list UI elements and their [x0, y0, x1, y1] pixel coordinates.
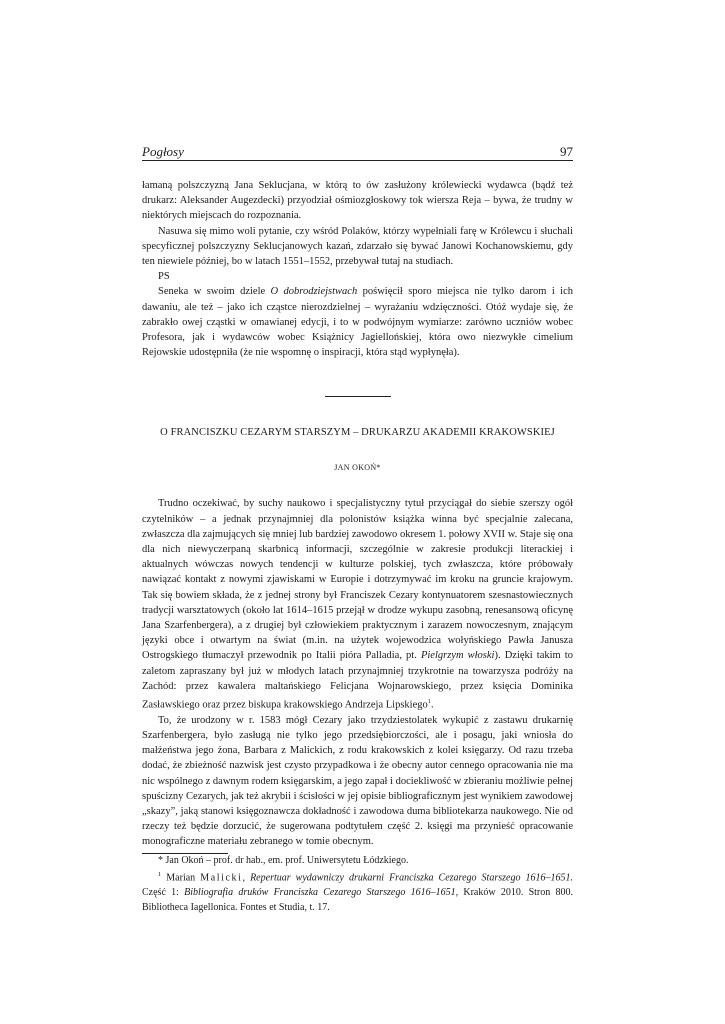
text-run: , [242, 872, 251, 884]
footnote-1 [142, 868, 573, 915]
paragraph: To, że urodzony w r. 1583 mógł Cezary jako trzydziestolatek wykupić z zastawu drukarnię Szarfenbergera, było zasługą nie tylko jego przedsiębiorczości, ale i posagu, jaki wniosła do małżeństwa jego żona, Barbara z Malickich, z rodu krakowskich z kolei księgarzy. Od razu trzeba dodać, że zbieżność nazwisk jest czysto przypadkowa i że obecny autor cennego opracowania nie ma nic wspólnego z dawnym rodem księgarskim, a jego zapał i dociekliwość w zbieraniu możliwie pełnej spuścizny Cezarych, jak też akrybii i ścisłości w jej opisie bibliograficznym jest wynikiem zawodowej „skazy”, jaką stanowi księgoznawcza dokładność i zawodowa duma bibliotekarza naukowego. Nie od rzeczy też będzie dorzucić, że sugerowana podtytułem część 2. księgi ma przynieść opracowanie monograficzne materiału zebranego w tomie obecnym. [142, 714, 573, 848]
footnote-author: * Jan Okoń – prof. dr hab., em. prof. Uniwersytetu Łódzkiego. [158, 854, 409, 866]
section-divider [325, 396, 391, 397]
article-title: O FRANCISZKU CEZARYM STARSZYM – DRUKARZU AKADEMII KRAKOWSKIEJ [160, 427, 555, 439]
book-title: Bibliografia druków Franciszka Cezarego Starszego 1616–1651, [184, 887, 459, 899]
footnote-ref[interactable]: 1 [427, 698, 431, 706]
text-run: Część 1: [142, 887, 185, 899]
footnotes [142, 854, 573, 916]
text-run: ). Dzięki takim to zaletom zapraszany był już w młodych latach przynajmniej trzykrotnie na towarzysza podróży na Zachód: przez kawalera maltańskiego Felicjana Wojnarowskiego, przez księcia Dominika Zasławskiego oraz przez biskupa krakowskiego Andrzeja Lipskiego [142, 650, 573, 711]
author-name: Malicki [200, 872, 243, 884]
text-run: Kraków 2010. Stron 800. Bibliotheca Iagellonica. Fontes et Studia, t. 17. [142, 887, 574, 913]
book-title: O dobrodziejstwach [270, 286, 358, 298]
page [142, 140, 573, 915]
article-body [142, 496, 573, 849]
text-run: Seneka w swoim dziele [158, 286, 271, 298]
section-title: Pogłosy [142, 144, 184, 159]
text-run: . [431, 699, 434, 711]
page-number: 97 [560, 144, 573, 159]
text-run: poświęcił sporo miejsca nie tylko darom i ich dawaniu, ale też – jako ich cząstce nierozdzielnej – wyrażaniu wdzięczności. Otóż wydaje się, że zabrakło owej cząstki w omawianej edycji, i to w podwójnym wymiarze: zarówno uczniów wobec Profesora, jak i wydawców wobec Książnicy Jagiellońskiej, która owo niezwykłe cimelium Rejowskie udostępniła (że nie wspomnę o inspiracji, która stąd wypłynęła). [142, 286, 573, 359]
paragraph: łamaną polszczyzną Jana Seklucjana, w którą to ów zasłużony królewiecki wydawca (bądź też drukarz: Aleksander Augezdecki) przyodział ośmiozgłoskowy tok wiersza Reja – bywa, że trudny w niektórych miejscach do rozpoznania. [142, 180, 573, 222]
running-header [142, 140, 573, 161]
pogłosy-text [142, 178, 573, 360]
paragraph [142, 284, 573, 360]
signature: PS [158, 271, 170, 283]
book-title: Repertuar wydawniczy drukarni Franciszka Cezarego Starszego 1616–1651. [250, 872, 573, 884]
paragraph [142, 496, 573, 712]
paragraph: Nasuwa się mimo woli pytanie, czy wśród Polaków, którzy wypełniali farę w Królewcu i słuchali specyficznej polszczyzny Seklucjanowych kazań, zdarzało się bywać Janowi Kochanowskiemu, gdy ten niewiele później, bo w latach 1551–1552, przebywał tutaj na studiach. [142, 225, 573, 268]
article-author: JAN OKOŃ* [334, 463, 381, 473]
text-run: Marian [161, 872, 201, 884]
book-title: Pielgrzym włoski [420, 650, 495, 662]
text-run: Trudno oczekiwać, by suchy naukowo i specjalistyczny tytuł przyciągał do siebie szerszy ogół czytelników – a jednak przynajmniej dla polonistów książka winna być specjalnie zalecana, zwłaszcza dla zajmujących się mniej lub bardziej zawodowo okresem 1. połowy XVII w. Staje się ona dla nich niewyczerpaną skarbnicą informacji, szczególnie w zakresie produkcji literackiej i aktualnych wówczas nowych tendencji w kulturze polskiej, tych zwłaszcza, które próbowały nawiązać kontakt z nowymi zjawiskami w Europie i dotrzymywać im kroku na gruncie krajowym. Tak się bowiem składa, że z jednej strony był Franciszek Cezary kontynuatorem szesnastowiecznych tradycji warsztatowych (około lat 1614–1615 przejął w drodze wykupu zasobną, renesansową oficynę Jana Szarfenbergera), a z drugiej był człowiekiem praktycznym i zarazem nowoczesnym, znającym języki obce i otwartym na świat (m.in. na użytek wojewodzica wołyńskiego Pawła Janusza Ostrogskiego tłumaczył przewodnik po Italii pióra Palladia, pt. [142, 498, 573, 662]
footnote-marker: 1 [158, 871, 162, 879]
